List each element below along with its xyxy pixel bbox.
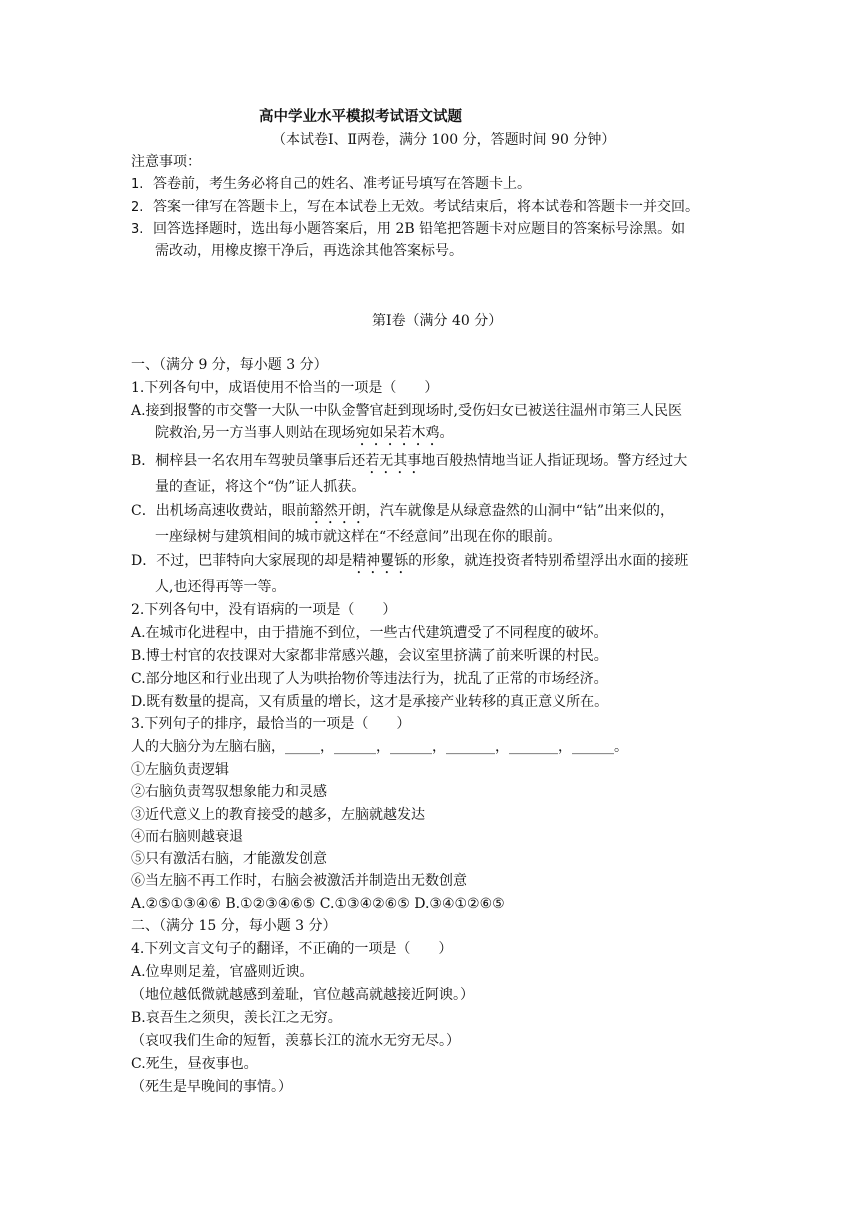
q4-option-a: A.位卑则足羞，官盛则近谀。 [131, 964, 314, 980]
notice-text-continued: 需改动，用橡皮擦干净后，再选涂其他答案标号。 [155, 243, 463, 259]
q2-option-a: A.在城市化进程中，由于措施不到位，一些古代建筑遭受了不同程度的破坏。 [131, 625, 608, 641]
text-fragment: 院救治,另一方当事人则站在现场 [155, 425, 356, 441]
notice-item [131, 174, 531, 195]
text-fragment: 地百般热情地当证人指证现场。警方经过大 [421, 453, 688, 469]
q3-sentence: 人的大脑分为左脑右脑，_____，______，______，_______，_______，______。 [131, 739, 628, 755]
q2-option-d: D.既有数量的提高，又有质量的增长，这才是承接产业转移的真正意义所在。 [131, 694, 609, 710]
q4-option-b-translation: （哀叹我们生命的短暂，羡慕长江的流水无穷无尽。） [131, 1033, 460, 1049]
exam-title: 高中学业水平模拟考试语文试题 [259, 108, 462, 125]
q1-option-a: A.接到报警的市交警一大队一中队金警官赶到现场时,受伤妇女已被送往温州市第三人民医 [131, 403, 683, 419]
emphasized-idiom: 豁然开朗 [309, 503, 366, 519]
exam-subtitle: （本试卷Ⅰ、Ⅱ两卷，满分 100 分，答题时间 90 分钟） [272, 132, 616, 148]
notice-heading: 注意事项： [131, 154, 201, 170]
notice-number: 3. [131, 222, 144, 237]
q1-stem: 1.下列各句中，成语使用不恰当的一项是（ ） [131, 380, 439, 396]
q1-option-d-continued: 人,也还得再等一等。 [155, 579, 286, 595]
q1-option-a-continued [155, 423, 453, 449]
emphasized-idiom: 精神矍铄 [352, 553, 409, 569]
q3-item: ①左脑负责逻辑 [131, 762, 229, 778]
q2-option-c: C.部分地区和行业出现了人为哄抬物价等违法行为，扰乱了正常的市场经济。 [131, 671, 608, 687]
q4-option-c-translation: （死生是早晚间的事情。） [131, 1079, 292, 1095]
text-fragment: C．出机场高速收费站，眼前 [131, 503, 310, 519]
text-fragment: D．不过，巴菲特向大家展现的却是 [131, 553, 353, 569]
text-fragment: ，汽车就像是从绿意盎然的山洞中“钻”出来似的， [365, 503, 675, 519]
notice-item [131, 219, 685, 240]
q3-item: ③近代意义上的教育接受的越多，左脑就越发达 [131, 807, 425, 823]
q3-answer-options: A.②⑤①③④⑥ B.①②③④⑥⑤ C.①③④②⑥⑤ D.③④①②⑥⑤ [131, 896, 505, 912]
q1-option-b [131, 451, 687, 477]
notice-text: 答案一律写在答题卡上，写在本试卷上无效。考试结束后，将本试卷和答题卡一并交回。 [153, 199, 699, 215]
q4-stem: 4.下列文言文句子的翻译，不正确的一项是（ ） [131, 941, 453, 957]
q2-stem: 2.下列各句中，没有语病的一项是（ ） [131, 602, 397, 618]
text-fragment: 。 [439, 425, 454, 441]
notice-number: 1. [131, 177, 144, 192]
q1-option-c-continued: 一座绿树与建筑相间的城市就这样在“不经意间”出现在你的眼前。 [155, 529, 562, 545]
part1-title: 第Ⅰ卷（满分 40 分） [372, 313, 503, 329]
q1-option-c [131, 501, 674, 527]
notice-number: 2. [131, 200, 144, 215]
q3-item: ④而右脑则越衰退 [131, 829, 243, 845]
q3-item: ②右脑负责驾驭想象能力和灵感 [131, 784, 327, 800]
q2-option-b: B.博士村官的农技课对大家都非常感兴趣，会议室里挤满了前来听课的村民。 [131, 648, 608, 664]
q1-option-b-continued: 量的查证，将这个“伪”证人抓获。 [155, 479, 366, 495]
q1-option-d [131, 551, 688, 577]
section1-heading: 一、（满分 9 分，每小题 3 分） [131, 357, 328, 373]
notice-text: 答卷前，考生务必将自己的姓名、准考证号填写在答题卡上。 [153, 176, 531, 192]
text-fragment: 的形象，就连投资者特别希望浮出水面的接班 [408, 553, 689, 569]
q3-item: ⑥当左脑不再工作时，右脑会被激活并制造出无数创意 [131, 873, 467, 889]
emphasized-idiom: 宛如呆若木鸡 [355, 425, 440, 441]
section2-heading: 二、（满分 15 分，每小题 3 分） [131, 918, 337, 934]
q4-option-a-translation: （地位越低微就越感到羞耻，官位越高就越接近阿谀。） [131, 987, 474, 1003]
emphasized-idiom: 若无其事 [365, 453, 422, 469]
notice-item [131, 197, 699, 218]
q4-option-b: B.哀吾生之须臾，羡长江之无穷。 [131, 1010, 342, 1026]
q3-item: ⑤只有激活右脑，才能激发创意 [131, 851, 327, 867]
q4-option-c: C.死生，昼夜事也。 [131, 1056, 258, 1072]
q3-stem: 3.下列句子的排序，最恰当的一项是（ ） [131, 716, 411, 732]
text-fragment: B．桐梓县一名农用车驾驶员肇事后还 [131, 453, 366, 469]
notice-text: 回答选择题时，选出每小题答案后，用 2B 铅笔把答题卡对应题目的答案标号涂黑。如 [153, 221, 686, 237]
